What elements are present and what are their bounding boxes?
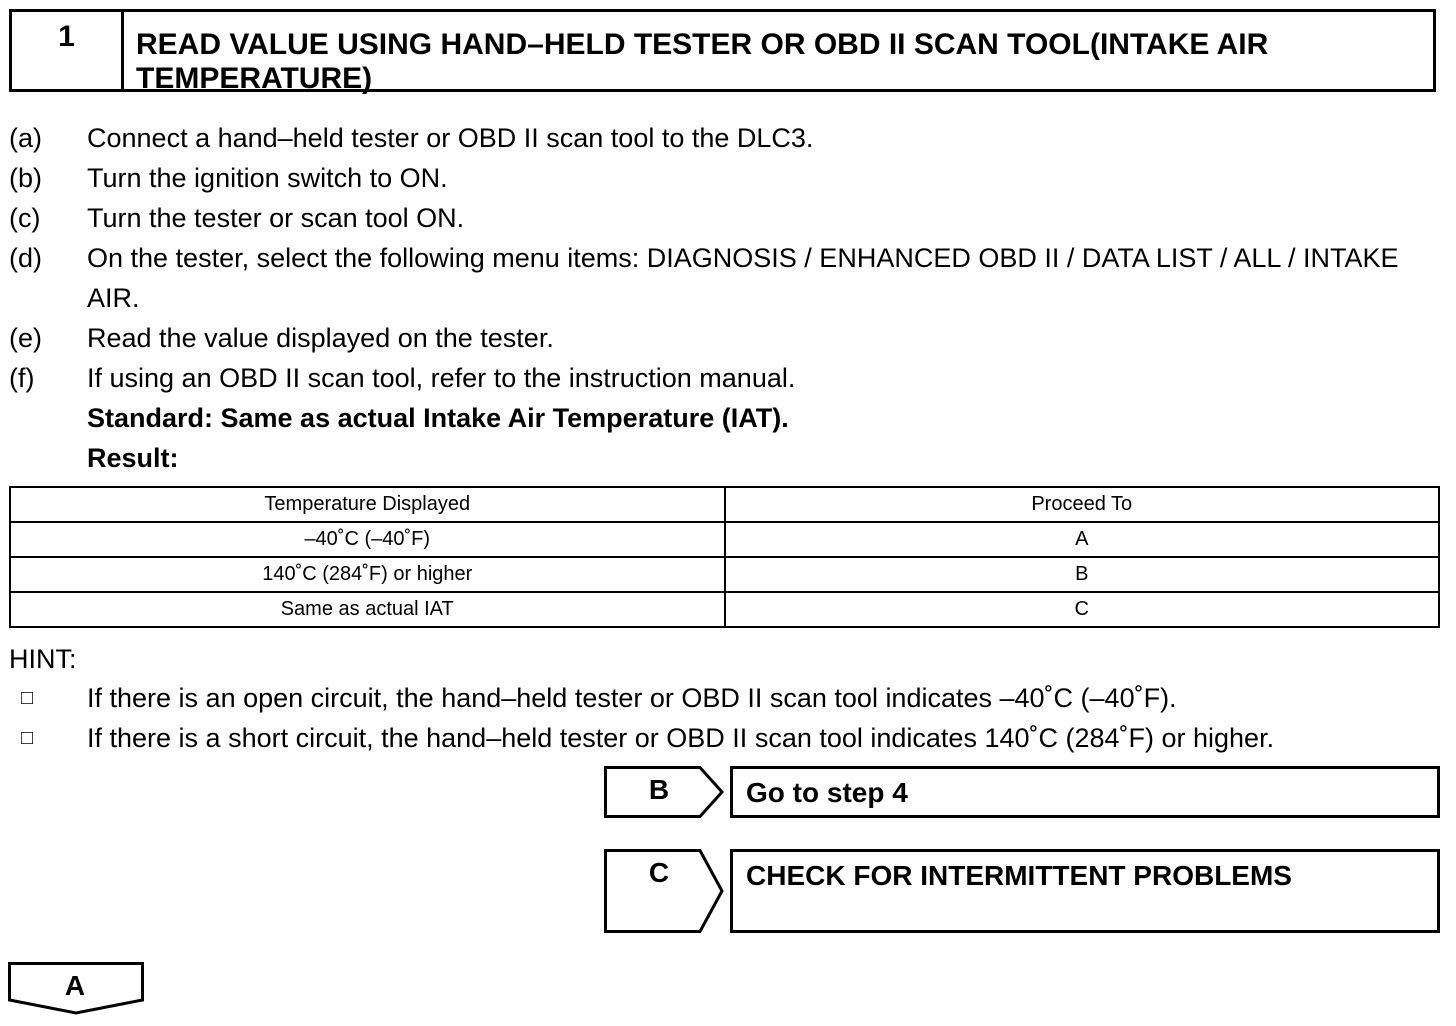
table-cell: B (725, 557, 1440, 592)
table-row (10, 522, 1439, 557)
instruction-text: On the tester, select the following menu items: DIAGNOSIS / ENHANCED OBD II / DATA LIST / ALL / INTAKE AIR. (87, 243, 1399, 313)
step-header (9, 9, 1436, 95)
hint-text: If there is an open circuit, the hand–held tester or OBD II scan tool indicates –40˚C (–40˚F). (87, 683, 1177, 713)
instruction-item (9, 318, 1449, 358)
table-row (10, 557, 1439, 592)
table-row (10, 592, 1439, 627)
flow-tag-a (8, 962, 144, 1021)
checkbox-bullet-icon: □ (21, 727, 34, 749)
table-cell: –40˚C (–40˚F) (10, 522, 725, 557)
hint-block (9, 640, 1454, 758)
hint-label: HINT: (9, 644, 77, 674)
instruction-item (9, 198, 1449, 238)
flow-tag-c (604, 849, 726, 933)
instruction-item (9, 358, 1449, 398)
flow-tag-letter: A (64, 970, 86, 1001)
hint-item (9, 718, 1454, 758)
flow-tag-letter: B (648, 774, 670, 805)
hint-item (9, 678, 1454, 718)
instruction-label: (b) (9, 163, 42, 193)
flow-action-b: Go to step 4 (730, 766, 1440, 818)
instruction-label: (a) (9, 123, 42, 153)
instruction-item (9, 118, 1449, 158)
step-title: READ VALUE USING HAND–HELD TESTER OR OBD II SCAN TOOL(INTAKE AIR TEMPERATURE) (136, 28, 1269, 95)
table-cell: 140˚C (284˚F) or higher (10, 557, 725, 592)
result-label: Result: (87, 443, 179, 473)
table-cell: Same as actual IAT (10, 592, 725, 627)
column-header: Temperature Displayed (10, 487, 725, 522)
instruction-label: (c) (9, 203, 41, 233)
checkbox-bullet-icon: □ (21, 687, 34, 709)
flow-tag-b (604, 766, 726, 818)
instruction-text: If using an OBD II scan tool, refer to the instruction manual. (87, 363, 796, 393)
instruction-list (9, 118, 1449, 478)
flow-tag-letter: C (648, 857, 670, 888)
table-cell: C (725, 592, 1440, 627)
table-cell: A (725, 522, 1440, 557)
flow-action-c: CHECK FOR INTERMITTENT PROBLEMS (730, 849, 1440, 933)
instruction-label: (d) (9, 243, 42, 273)
instruction-label: (e) (9, 323, 42, 353)
instruction-text: Connect a hand–held tester or OBD II scan tool to the DLC3. (87, 123, 814, 153)
instruction-text: Turn the ignition switch to ON. (87, 163, 448, 193)
standard-text: Standard: Same as actual Intake Air Temperature (IAT). (87, 403, 789, 433)
table-header-row (10, 487, 1439, 522)
instruction-item (9, 158, 1449, 198)
result-table (9, 486, 1440, 628)
column-header: Proceed To (725, 487, 1440, 522)
hint-text: If there is a short circuit, the hand–held tester or OBD II scan tool indicates 140˚C (284˚F) or higher. (87, 723, 1275, 753)
instruction-label: (f) (9, 363, 35, 393)
instruction-text: Read the value displayed on the tester. (87, 323, 554, 353)
step-number: 1 (12, 12, 124, 89)
instruction-text: Turn the tester or scan tool ON. (87, 203, 465, 233)
instruction-item (9, 238, 1449, 318)
